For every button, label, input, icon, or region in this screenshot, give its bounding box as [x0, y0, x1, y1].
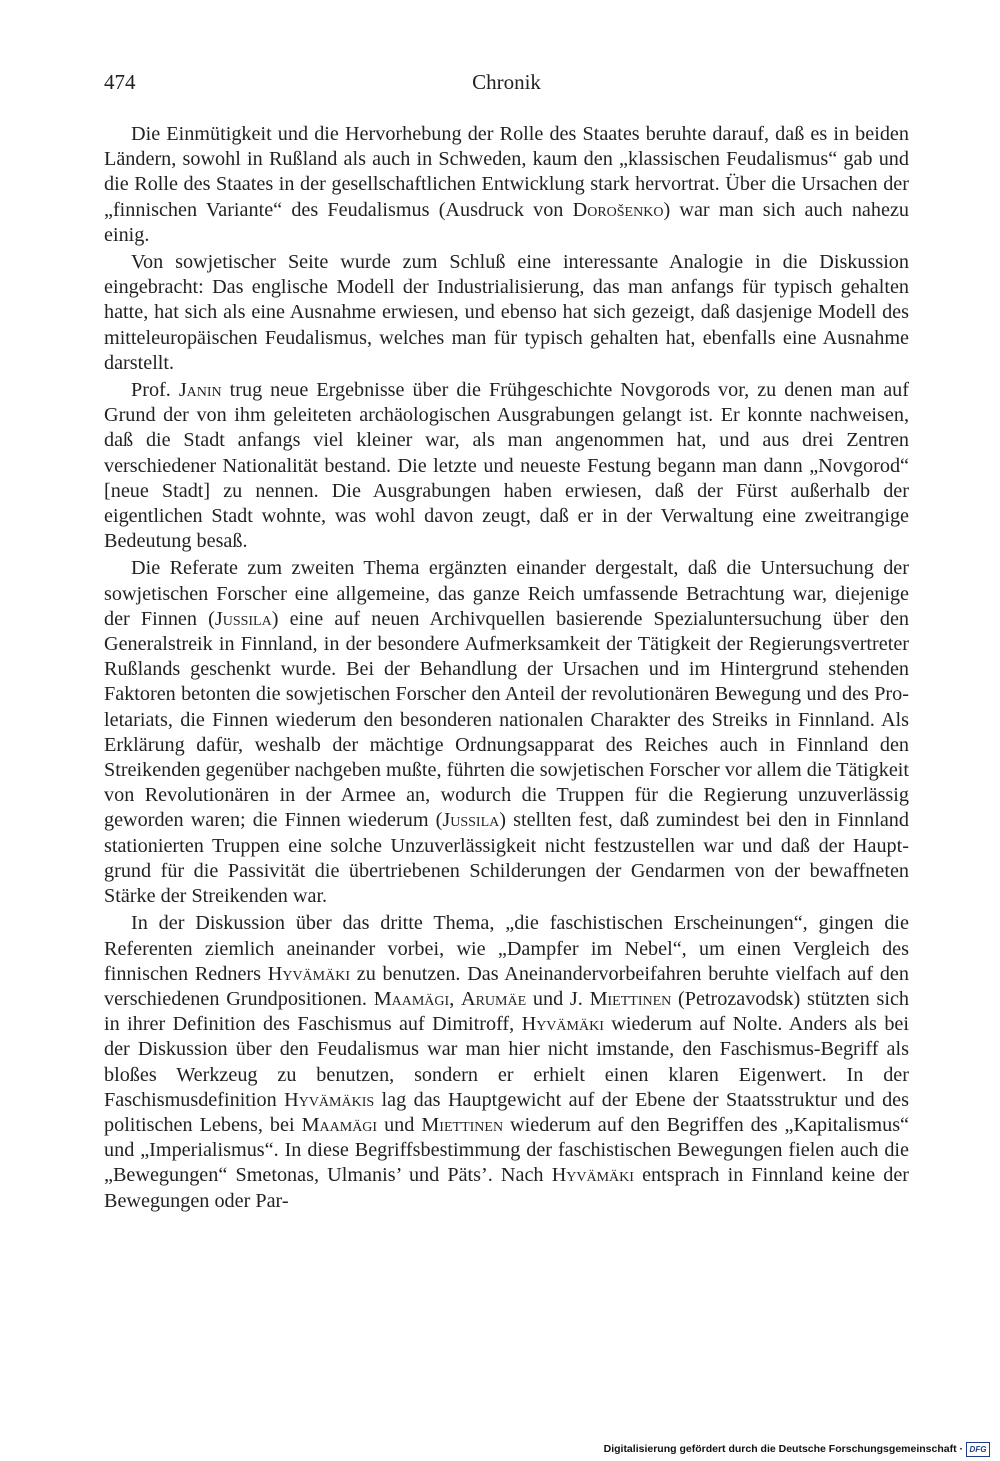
body-text [104, 122, 909, 1216]
text-run: , [449, 987, 461, 1010]
text-run: ) war man sich auch nahezu einig. [104, 198, 910, 246]
text-run: wiederum auf den Begriffen des „Kapitalismus“ und „Imperialismus“. In diese Begriffsbestimmung der faschistischen Bewegungen fielen auch die „Bewegungen“ Smetonas, Ulmanis’ und Päts’. Nach [104, 1113, 910, 1187]
person-name: Janin [178, 379, 222, 402]
text-run: zu benutzen. Das Aneinandervorbeifahren beruhte vielfach auf den verschiedenen Grundpositionen. [104, 962, 909, 1010]
text-run: und J. [526, 987, 590, 1010]
text-run: Von sowjetischer Seite wurde zum Schluß eine interessante Analogie in die Diskussion eingebracht: Das englische Modell der Industrialisierung, das man anfangs für typisch gehalten hatte, hat sich als eine Ausnahme erwiesen, und ebenso hat sich gezeigt, daß dasjenige Modell des mitteleuropäischen Feudalismus, welches man für typisch gehalten hat, ebenfalls eine Ausnahme darstellt. [104, 251, 909, 374]
text-run: Prof. [131, 379, 179, 402]
person-name: Hyvämäki [551, 1164, 634, 1187]
running-head: Chronik [472, 70, 541, 94]
paragraph [104, 378, 909, 554]
text-run: In der Diskussion über das dritte Thema, „die faschistischen Erscheinungen“, gingen die Referenten ziemlich aneinander vorbei, wie „Dampfer im Nebel“, um einen Vergleich des finnischen Redners [104, 912, 909, 985]
person-name: Miettinen [589, 987, 672, 1010]
person-name: Arumäe [461, 987, 527, 1010]
text-run: Die Einmütigkeit und die Hervorhebung der Rolle des Staates beruhte darauf, daß es in beiden Ländern, sowohl in Rußland als auch in Schweden, kaum den „klassischen Feudalismus“ gab und die Rolle des Staates in der gesellschaftlichen Entwicklung stark hervortrat. Über die Ursachen der „finnischen Variante“ des Feudalismus (Ausdruck von [104, 123, 909, 221]
person-name: Jussila [214, 607, 272, 630]
text-run: Die Referate zum zweiten Thema ergänzten einander dergestalt, daß die Untersuchung der sowjetischen Forscher eine allgemeine, das ganze Reich umfassende Betrachtung war, diejenige der Finnen ( [104, 557, 909, 630]
page-header [104, 70, 909, 100]
paragraph [104, 250, 909, 376]
text-run: trug neue Ergebnisse über die Frühgeschichte Novgorods vor, zu denen man auf Grund der von ihm geleiteten archäologischen Ausgrabungen gelangt ist. Er konnte nachweisen, daß die Stadt anfangs viel kleiner war, als man angenommen hat, und aus drei Zentren verschiedener Nationalität bestand. Die letzte und neueste Festung begann man dann „Novgorod“ [neue Stadt] zu nennen. Die Ausgrabungen haben erwiesen, daß der Fürst außerhalb der eigentlichen Stadt wohnte, was wohl davon zeugt, daß er in der Verwaltung eine zweitrangige Bedeutung besaß. [104, 379, 909, 553]
person-name: Hyvämäki [521, 1013, 604, 1036]
text-run: wiederum auf Nolte. Anders als bei der Diskussion über den Feudalismus war man hier nicht imstande, den Faschismus-Begriff als bloßes Werkzeug zu benutzen, sondern er erhielt einen klaren Eigenwert. In der Faschismusdefinition [104, 1013, 909, 1111]
person-name: Hyvämäki [267, 962, 350, 985]
text-run: ) eine auf neuen Archivquellen basierende Spezialuntersuchung über den Generalstreik in Finnland, in der besondere Aufmerksamkeit der Tätigkeit der Regierungsvertreter Rußlands geschenkt wurde. Bei der Behandlung der Ursachen und im Hintergrund stehenden Faktoren betonten die sowjetischen Forscher den Anteil der revolutionären Bewegung und des Proletariats, die Finnen wiederum den besonderen nationalen Charakter des Streiks in Finnland. Als Erklärung dafür, weshalb der mächtige Ordnungsapparat des Reiches auch in Finnland den Streikenden gegenüber nachgeben mußte, führten die sowjetischen Forscher vor allem die Tätigkeit von Revolutionären in der Armee an, wodurch die Truppen für die Regierung unzuverlässig geworden waren; die Finnen wiederum ( [104, 607, 910, 832]
person-name: Maamägi [373, 987, 450, 1010]
person-name: Miettinen [421, 1113, 504, 1136]
person-name: Jussila [442, 809, 500, 832]
text-run: ) stellten fest, daß zumindest bei den in Finnland stationierten Truppen eine solche Unzuverlässigkeit nicht festzustellen war und daß der Hauptgrund für die Passivität die übertriebenen Schilderungen der Gendarmen von der bewaffneten Stärke der Streikenden war. [104, 809, 909, 908]
text-run: lag das Hauptgewicht auf der Ebene der Staatsstruktur und des politischen Lebens, bei [104, 1088, 909, 1136]
text-run: entsprach in Finnland keine der Bewegungen oder Par- [104, 1164, 910, 1212]
paragraph [104, 556, 909, 909]
person-name: Dorošenko [572, 198, 664, 221]
person-name: Maamägi [301, 1113, 378, 1136]
dfg-logo: DFG [966, 1442, 990, 1457]
paragraph [104, 911, 909, 1213]
person-name: Hyvämäkis [284, 1088, 375, 1111]
digitization-credit [604, 1441, 990, 1457]
text-run: und [377, 1113, 422, 1136]
credit-text: Digitalisierung gefördert durch die Deutsche Forschungsgemeinschaft · [603, 1443, 963, 1455]
paragraph [104, 122, 909, 248]
page-number: 474 [104, 70, 136, 94]
text-run: (Petrozavodsk) stützten sich in ihrer Definition des Faschismus auf Dimitroff, [104, 987, 910, 1036]
